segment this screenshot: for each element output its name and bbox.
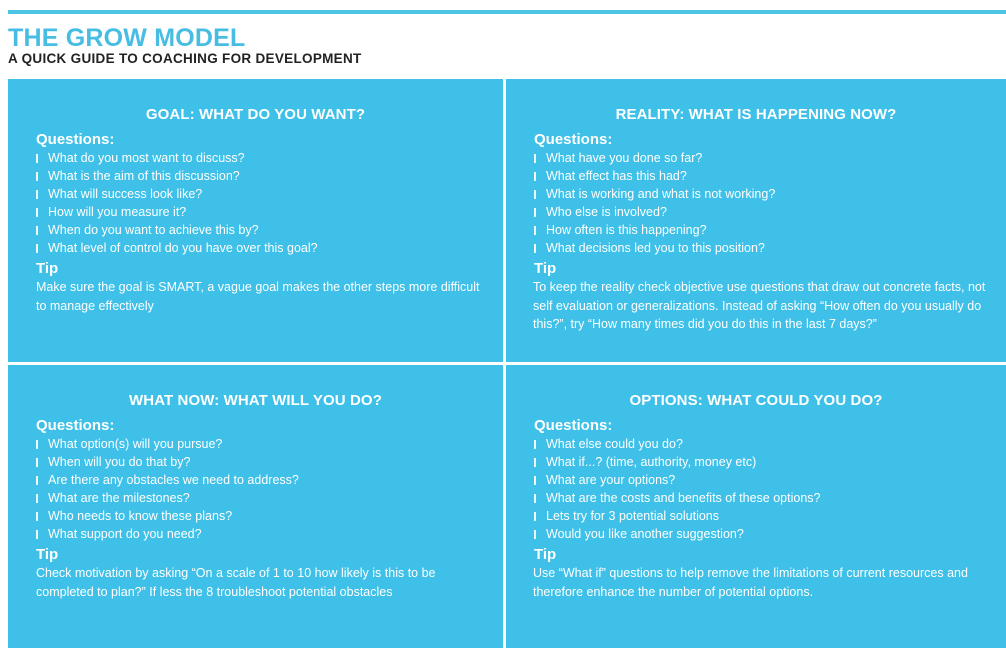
list-item (534, 167, 775, 185)
question-text: What support do you need? (48, 527, 202, 541)
tip-text: To keep the reality check objective use questions that draw out concrete facts, not self evaluation or generalizations. Instead of asking “How often do you usually do this?”, try “How many times did you do this in the last 7 days?” (533, 280, 986, 331)
question-text: How often is this happening? (546, 223, 707, 237)
bullet-icon (36, 244, 38, 253)
bullet-icon (36, 494, 38, 503)
bullet-icon (534, 512, 536, 521)
list-item (534, 489, 820, 507)
page-title: THE GROW MODEL (8, 24, 246, 52)
panel-heading: WHAT NOW: WHAT WILL YOU DO? (129, 392, 382, 409)
question-list (36, 435, 299, 543)
question-text: What else could you do? (546, 437, 683, 451)
list-item (36, 525, 299, 543)
list-item (534, 239, 775, 257)
top-rule (8, 10, 1006, 14)
question-text: What effect has this had? (546, 169, 687, 183)
tip-label: Tip (36, 260, 59, 277)
list-item (534, 185, 775, 203)
question-text: What will success look like? (48, 187, 203, 201)
bullet-icon (534, 190, 536, 199)
tip-text: Check motivation by asking “On a scale of 1 to 10 how likely is this to be completed to plan?” If less the 8 troubleshoot potential obstacles (36, 566, 436, 599)
bullet-icon (36, 172, 38, 181)
tip-label: Tip (534, 260, 557, 277)
question-text: When will you do that by? (48, 455, 191, 469)
bullet-icon (36, 512, 38, 521)
question-text: Who needs to know these plans? (48, 509, 233, 523)
bullet-icon (534, 476, 536, 485)
bullet-icon (534, 172, 536, 181)
list-item (534, 453, 820, 471)
bullet-icon (36, 154, 38, 163)
list-item (36, 167, 318, 185)
panel-heading: REALITY: WHAT IS HAPPENING NOW? (615, 106, 897, 123)
question-list (534, 435, 820, 543)
bullet-icon (534, 154, 536, 163)
list-item (534, 221, 775, 239)
questions-label: Questions: (534, 417, 613, 434)
tip-label: Tip (36, 546, 59, 563)
bullet-icon (36, 440, 38, 449)
bullet-icon (36, 226, 38, 235)
list-item (36, 149, 318, 167)
bullet-icon (36, 530, 38, 539)
bullet-icon (534, 530, 536, 539)
question-text: Are there any obstacles we need to address? (48, 473, 299, 487)
list-item (534, 203, 775, 221)
tip-label: Tip (534, 546, 557, 563)
list-item (534, 149, 775, 167)
bullet-icon (534, 494, 536, 503)
grow-grid (8, 79, 1006, 648)
question-text: Lets try for 3 potential solutions (546, 509, 720, 523)
list-item (36, 185, 318, 203)
bullet-icon (534, 208, 536, 217)
list-item (36, 203, 318, 221)
list-item (36, 221, 318, 239)
question-text: When do you want to achieve this by? (48, 223, 259, 237)
list-item (534, 507, 820, 525)
question-text: How will you measure it? (48, 205, 187, 219)
list-item (36, 507, 299, 525)
list-item (534, 525, 820, 543)
bullet-icon (36, 458, 38, 467)
bullet-icon (534, 440, 536, 449)
question-text: What are the costs and benefits of these options? (546, 491, 821, 505)
panel-options (506, 365, 1006, 648)
question-text: What is working and what is not working? (546, 187, 776, 201)
question-text: What level of control do you have over this goal? (48, 241, 318, 255)
bullet-icon (534, 226, 536, 235)
question-text: Would you like another suggestion? (546, 527, 744, 541)
list-item (36, 453, 299, 471)
list-item (534, 471, 820, 489)
question-text: What are your options? (546, 473, 676, 487)
bullet-icon (36, 190, 38, 199)
question-text: What if...? (time, authority, money etc) (546, 455, 757, 469)
panel-heading: OPTIONS: WHAT COULD YOU DO? (629, 392, 883, 409)
bullet-icon (534, 244, 536, 253)
list-item (36, 471, 299, 489)
panel-will (8, 365, 503, 648)
question-text: What option(s) will you pursue? (48, 437, 223, 451)
questions-label: Questions: (36, 417, 115, 434)
panel-reality (506, 79, 1006, 362)
bullet-icon (36, 208, 38, 217)
panel-goal (8, 79, 503, 362)
question-text: What do you most want to discuss? (48, 151, 245, 165)
question-list (534, 149, 775, 257)
question-text: Who else is involved? (546, 205, 667, 219)
page-subtitle: A QUICK GUIDE TO COACHING FOR DEVELOPMENT (8, 51, 362, 66)
bullet-icon (534, 458, 536, 467)
question-text: What decisions led you to this position? (546, 241, 765, 255)
list-item (534, 435, 820, 453)
question-text: What are the milestones? (48, 491, 190, 505)
question-list (36, 149, 318, 257)
list-item (36, 489, 299, 507)
question-text: What have you done so far? (546, 151, 703, 165)
question-text: What is the aim of this discussion? (48, 169, 240, 183)
list-item (36, 435, 299, 453)
questions-label: Questions: (534, 131, 613, 148)
tip-text: Make sure the goal is SMART, a vague goal makes the other steps more difficult to manage effectively (36, 280, 480, 313)
bullet-icon (36, 476, 38, 485)
questions-label: Questions: (36, 131, 115, 148)
tip-text: Use “What if” questions to help remove the limitations of current resources and therefore enhance the number of potential options. (533, 566, 968, 599)
panel-heading: GOAL: WHAT DO YOU WANT? (145, 106, 366, 123)
list-item (36, 239, 318, 257)
